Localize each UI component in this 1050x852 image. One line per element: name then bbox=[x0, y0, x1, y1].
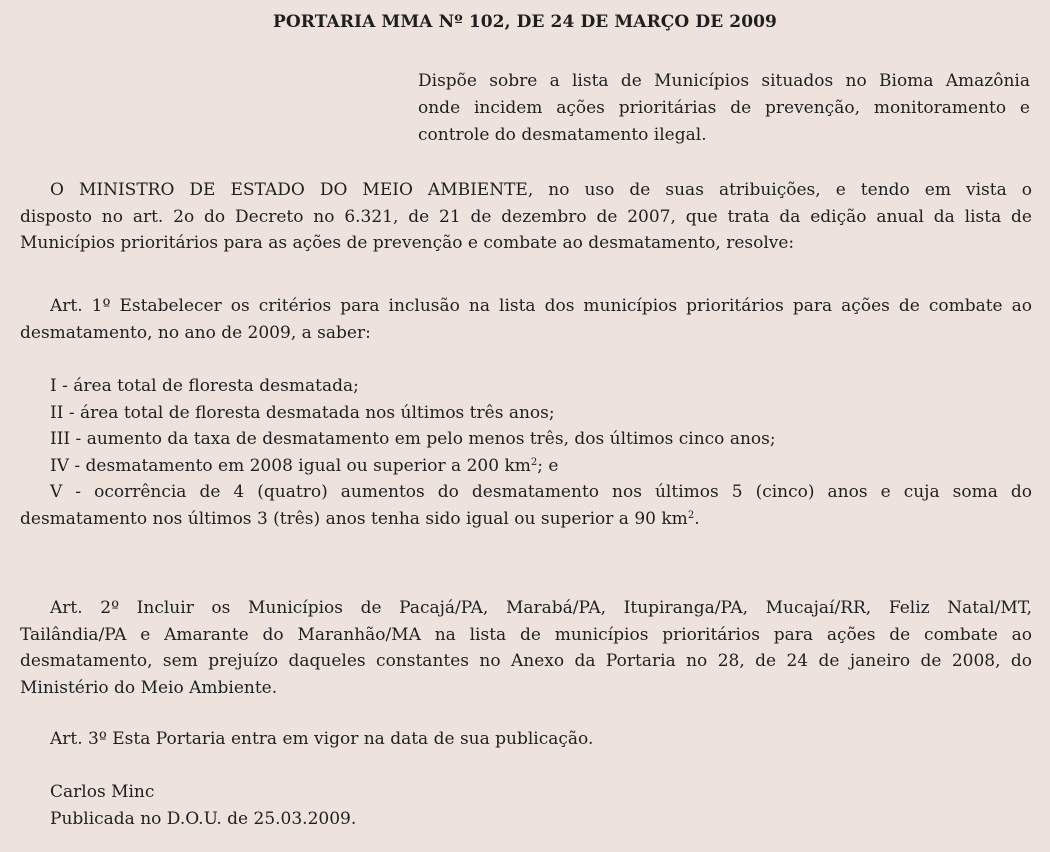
paragraph-line: Ministério do Meio Ambiente. bbox=[20, 677, 278, 698]
criterion-text-end: ; e bbox=[537, 455, 559, 476]
criterion-item bbox=[20, 453, 1032, 480]
paragraph-line: Tailândia/PA e Amarante do Maranhão/MA na lista de municípios prioritários para ações de combate ao bbox=[20, 624, 1032, 645]
ementa bbox=[418, 68, 1030, 149]
criterion-item: I - área total de floresta desmatada; bbox=[50, 376, 359, 396]
criterion-continuation bbox=[20, 506, 1032, 533]
criterion-text: IV - desmatamento em 2008 igual ou superior a 200 km bbox=[50, 455, 531, 476]
ementa-line: onde incidem ações prioritárias de prevenção, monitoramento e bbox=[418, 98, 1030, 118]
signature-block bbox=[20, 779, 1032, 832]
publication-note: Publicada no D.O.U. de 25.03.2009. bbox=[50, 808, 357, 829]
paragraph-line: disposto no art. 2o do Decreto no 6.321, de 21 de dezembro de 2007, que trata da edição anual da lista de bbox=[20, 206, 1032, 227]
criterion-item: II - área total de floresta desmatada nos últimos três anos; bbox=[50, 402, 555, 423]
article-1 bbox=[20, 293, 1032, 346]
criterion-text: desmatamento nos últimos 3 (três) anos tenha sido igual ou superior a 90 km bbox=[20, 508, 688, 529]
preamble-paragraph bbox=[20, 177, 1032, 257]
document-title: PORTARIA MMA Nº 102, DE 24 DE MARÇO DE 2009 bbox=[273, 12, 777, 32]
paragraph-line: Art. 3º Esta Portaria entra em vigor na data de sua publicação. bbox=[50, 729, 594, 749]
criteria-list bbox=[20, 373, 1032, 532]
criterion-item: III - aumento da taxa de desmatamento em pelo menos três, dos últimos cinco anos; bbox=[50, 429, 776, 449]
paragraph-line: desmatamento, sem prejuízo daqueles constantes no Anexo da Portaria no 28, de 24 de janeiro de 2008, do bbox=[20, 651, 1032, 671]
article-2 bbox=[20, 595, 1032, 701]
ementa-line: Dispõe sobre a lista de Municípios situados no Bioma Amazônia bbox=[418, 71, 1030, 91]
criterion-text-end: . bbox=[694, 508, 700, 529]
article-3 bbox=[20, 726, 1032, 753]
paragraph-line: Art. 2º Incluir os Municípios de Pacajá/PA, Marabá/PA, Itupiranga/PA, Mucajaí/RR, Feliz Natal/MT, bbox=[50, 598, 1032, 618]
ementa-line: controle do desmatamento ilegal. bbox=[418, 125, 707, 145]
paragraph-line: Art. 1º Estabelecer os critérios para inclusão na lista dos municípios prioritários para ações de combate ao bbox=[50, 296, 1032, 316]
paragraph-line: Municípios prioritários para as ações de prevenção e combate ao desmatamento, resolve: bbox=[20, 233, 795, 253]
superscript: 2 bbox=[687, 509, 695, 521]
paragraph-line: O MINISTRO DE ESTADO DO MEIO AMBIENTE, no uso de suas atribuições, e tendo em vista o bbox=[50, 180, 1032, 200]
paragraph-line: desmatamento, no ano de 2009, a saber: bbox=[20, 322, 371, 343]
signatory-name: Carlos Minc bbox=[50, 782, 155, 802]
criterion-item: V - ocorrência de 4 (quatro) aumentos do desmatamento nos últimos 5 (cinco) anos e cuja soma do bbox=[50, 482, 1032, 502]
superscript: 2 bbox=[530, 456, 538, 468]
